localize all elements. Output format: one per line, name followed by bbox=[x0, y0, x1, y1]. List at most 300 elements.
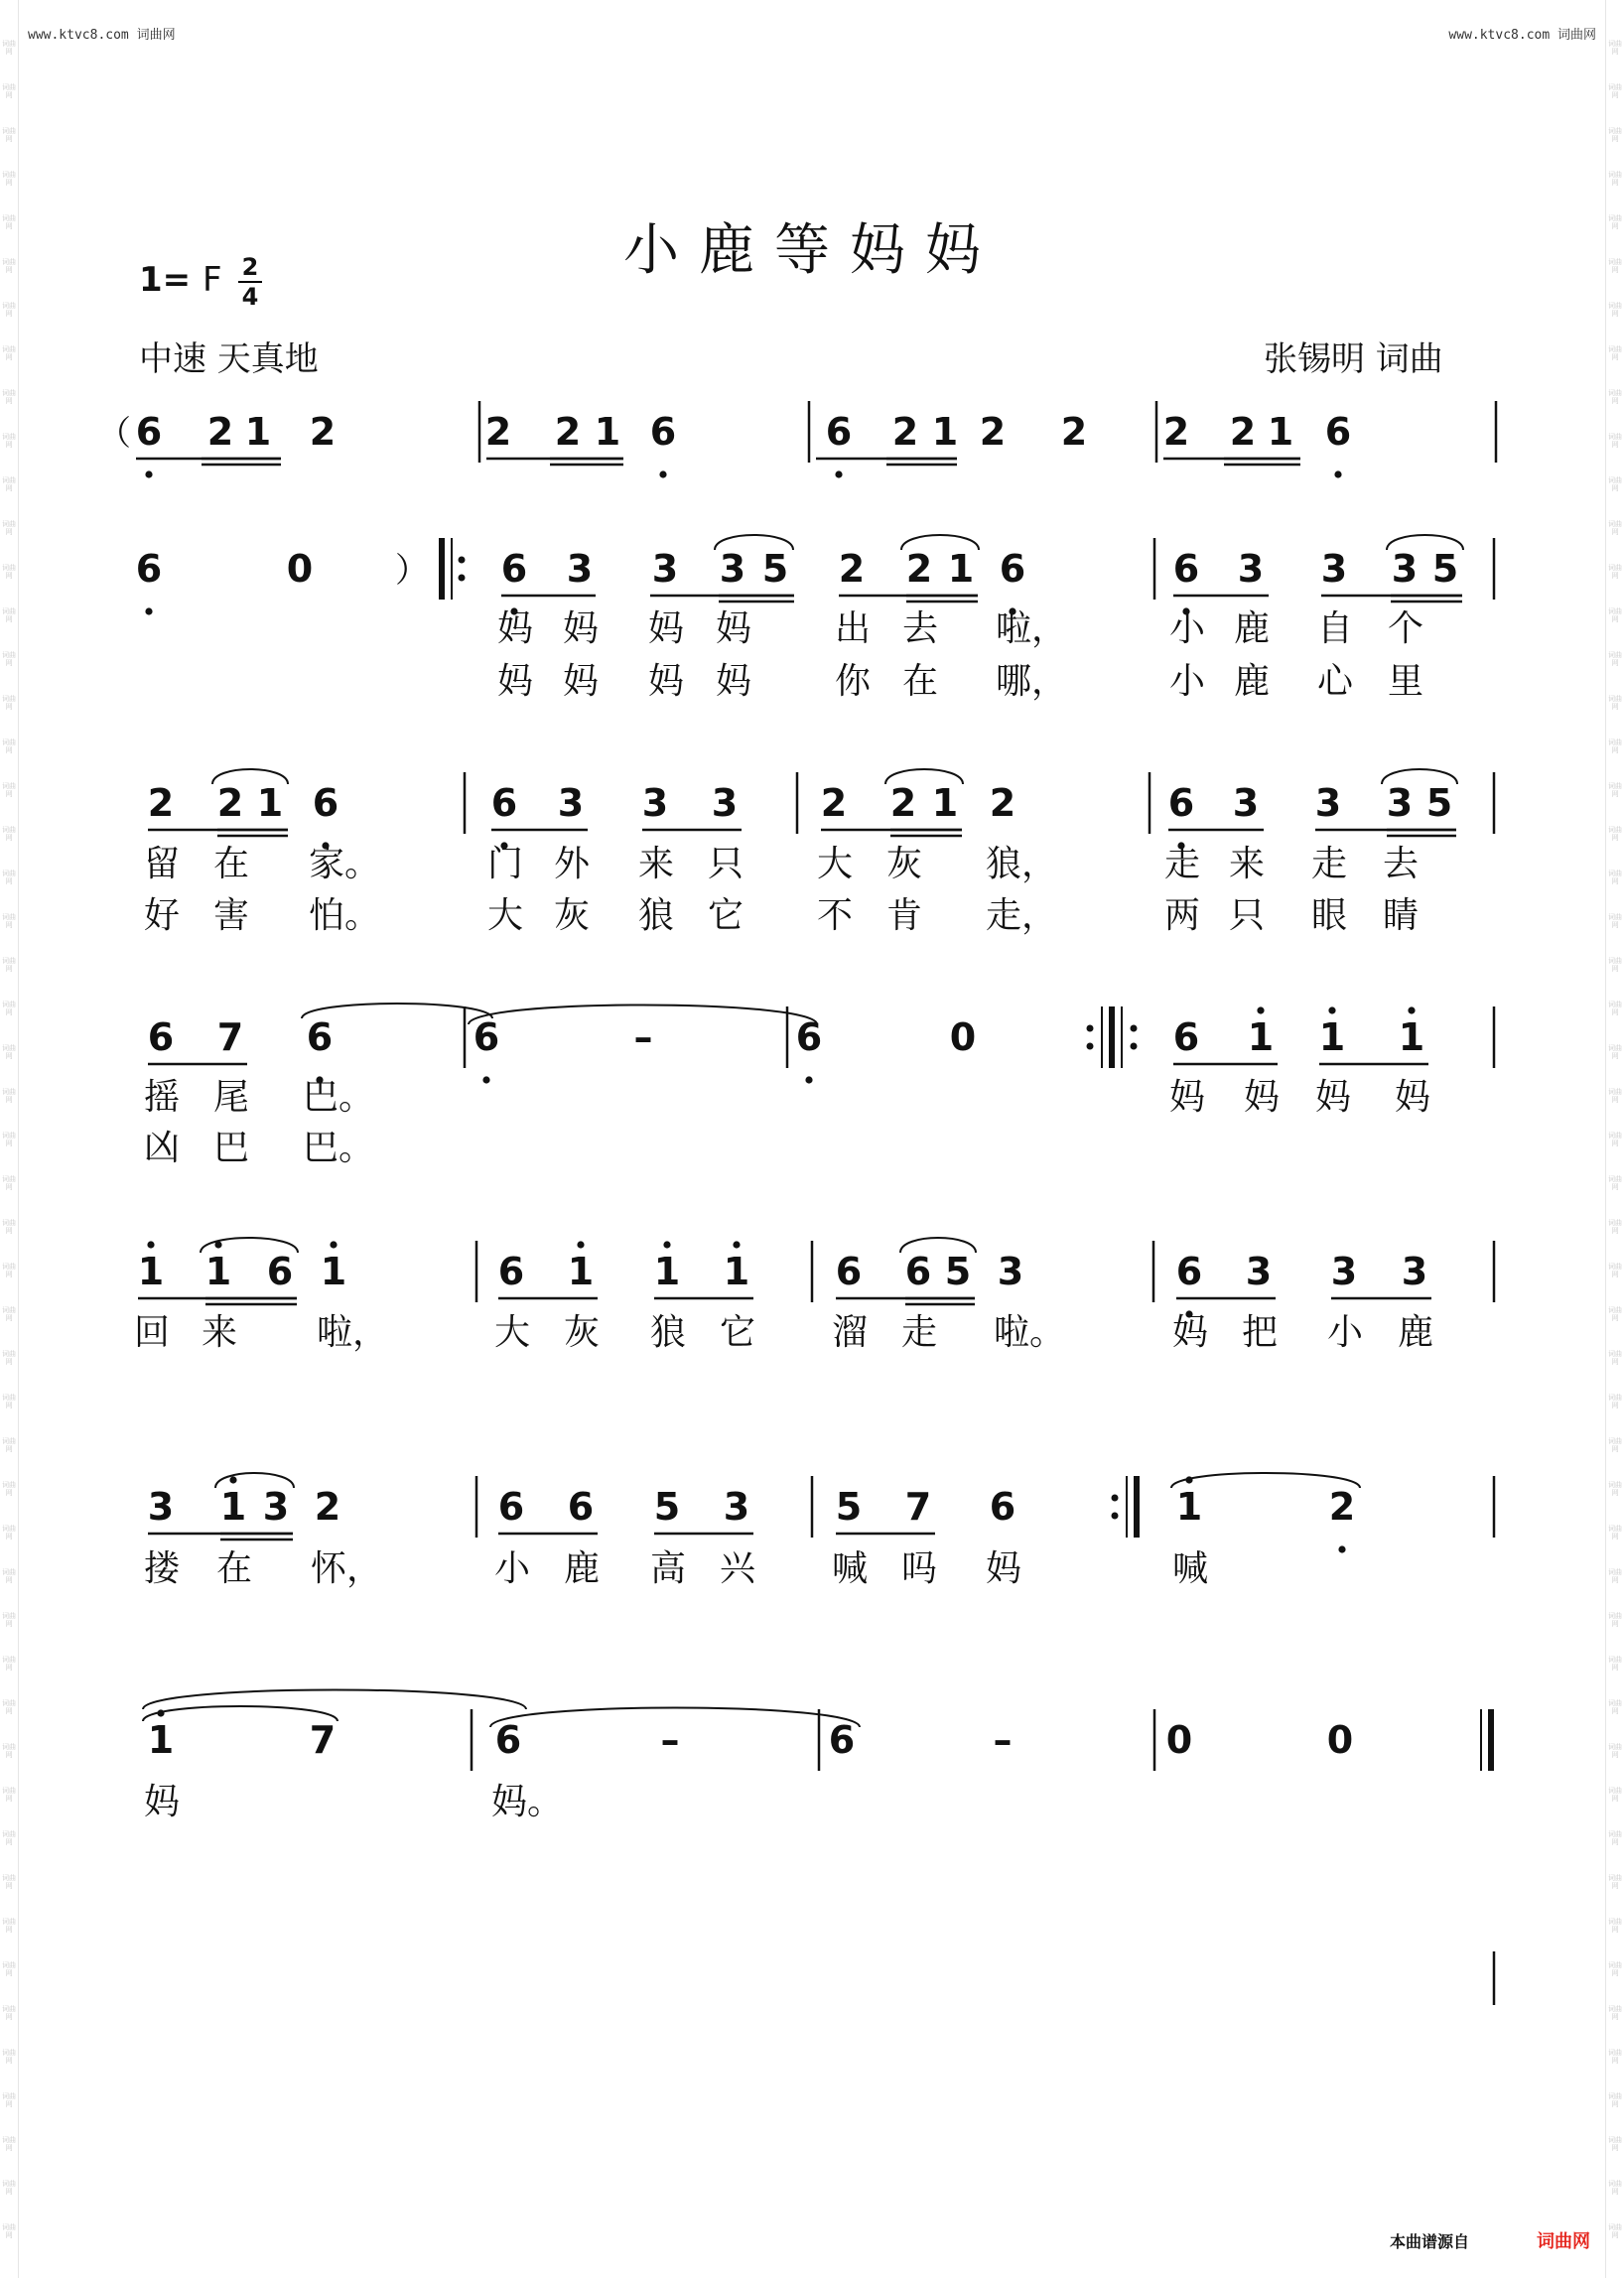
note: 3 bbox=[1232, 781, 1260, 825]
high-octave-dot bbox=[1328, 1006, 1335, 1013]
lyric-syllable: 狼 bbox=[638, 895, 675, 936]
side-watermark-text: 词曲网 bbox=[2, 127, 16, 143]
side-watermark-text: 词曲网 bbox=[2, 1175, 16, 1191]
lyric-syllable: 妈 bbox=[144, 1782, 181, 1822]
note: 5 bbox=[1431, 547, 1459, 591]
note: 6 bbox=[135, 547, 163, 591]
time-signature-top: 2 bbox=[241, 253, 259, 281]
note: – bbox=[633, 1015, 653, 1059]
note: 1 bbox=[1175, 1485, 1203, 1529]
side-watermark-text: 词曲网 bbox=[1608, 2049, 1622, 2065]
key-main: 1= bbox=[139, 260, 192, 300]
side-watermark-text: 词曲网 bbox=[2, 214, 16, 230]
note: 7 bbox=[216, 1015, 244, 1059]
side-watermark-text: 词曲网 bbox=[1608, 1699, 1622, 1715]
side-watermark-text: 词曲网 bbox=[1608, 1787, 1622, 1803]
lyric-syllable: 大 bbox=[494, 1312, 531, 1353]
repeat-dot bbox=[459, 557, 466, 564]
note: 6 bbox=[1167, 781, 1195, 825]
side-watermark-text: 词曲网 bbox=[2, 1961, 16, 1977]
lyric-syllable: 只 bbox=[1229, 895, 1266, 936]
note: 3 bbox=[651, 547, 679, 591]
side-watermark-text: 词曲网 bbox=[2, 258, 16, 274]
lyric-syllable: 来 bbox=[202, 1312, 238, 1353]
repeat-dot bbox=[1087, 1025, 1094, 1032]
side-watermark-text: 词曲网 bbox=[1608, 302, 1622, 318]
lyric-syllable: 把 bbox=[1242, 1312, 1279, 1353]
note: 1 bbox=[147, 1718, 175, 1762]
lyric-syllable: 凶 bbox=[144, 1128, 181, 1168]
side-watermark-text: 词曲网 bbox=[2, 433, 16, 449]
note: 2 bbox=[1162, 410, 1190, 454]
lyric-syllable: 睛 bbox=[1383, 895, 1420, 936]
side-watermark-text: 词曲网 bbox=[1608, 40, 1622, 56]
side-watermark-text: 词曲网 bbox=[2, 389, 16, 405]
note: 1 bbox=[244, 410, 272, 454]
low-octave-dot bbox=[145, 607, 152, 614]
lyric-syllable: 它 bbox=[720, 1312, 756, 1353]
side-watermark-text: 词曲网 bbox=[2, 1699, 16, 1715]
side-watermark-text: 词曲网 bbox=[2, 1394, 16, 1409]
side-watermark-text: 词曲网 bbox=[2, 1306, 16, 1322]
side-watermark-text: 词曲网 bbox=[2, 1787, 16, 1803]
side-watermark-text: 词曲网 bbox=[2, 1263, 16, 1278]
lyric-syllable: 留 bbox=[144, 844, 181, 884]
note: 2 bbox=[838, 547, 866, 591]
note: 1 bbox=[1247, 1015, 1275, 1059]
note: 6 bbox=[490, 781, 518, 825]
note: 2 bbox=[889, 781, 917, 825]
note: – bbox=[660, 1718, 680, 1762]
slur-tie bbox=[143, 1690, 526, 1710]
side-watermark-text: 词曲网 bbox=[1608, 1088, 1622, 1104]
note: 3 bbox=[1401, 1250, 1428, 1293]
side-watermark-text: 词曲网 bbox=[2, 695, 16, 711]
low-octave-dot bbox=[1338, 1545, 1345, 1552]
side-watermark-text: 词曲网 bbox=[2, 564, 16, 580]
lyric-syllable: 啦。 bbox=[994, 1312, 1066, 1353]
lyric-syllable: 狼 bbox=[650, 1312, 687, 1353]
low-octave-dot bbox=[805, 1076, 812, 1083]
note: 1 bbox=[723, 1250, 750, 1293]
note: 2 bbox=[1229, 410, 1257, 454]
lyric-syllable: 妈 bbox=[986, 1548, 1022, 1589]
note: 7 bbox=[309, 1718, 337, 1762]
note: 1 bbox=[219, 1485, 247, 1529]
side-watermark-text: 词曲网 bbox=[1608, 83, 1622, 99]
side-watermark-text: 词曲网 bbox=[1608, 1001, 1622, 1016]
song-title: 小鹿等妈妈 bbox=[623, 218, 1001, 283]
note: 6 bbox=[266, 1250, 294, 1293]
side-watermark-text: 词曲网 bbox=[1608, 913, 1622, 929]
side-watermark-text: 词曲网 bbox=[2, 1044, 16, 1060]
lyric-syllable: 啦， bbox=[317, 1312, 389, 1353]
tempo-marking: 中速 天真地 bbox=[139, 339, 319, 379]
lyric-syllable: 出 bbox=[835, 608, 872, 649]
high-octave-dot bbox=[1408, 1006, 1415, 1013]
note: 1 bbox=[567, 1250, 595, 1293]
side-watermark-text: 词曲网 bbox=[2, 782, 16, 798]
lyric-syllable: 它 bbox=[708, 895, 744, 936]
note: 6 bbox=[473, 1015, 500, 1059]
note: 3 bbox=[1320, 547, 1348, 591]
side-watermark-text: 词曲网 bbox=[2, 1001, 16, 1016]
footer-brand-logo: 词曲网 bbox=[1537, 2231, 1590, 2252]
side-watermark-text: 词曲网 bbox=[1608, 258, 1622, 274]
side-watermark-text: 词曲网 bbox=[1608, 1219, 1622, 1235]
side-watermark-text: 词曲网 bbox=[1608, 433, 1622, 449]
high-octave-dot bbox=[229, 1476, 236, 1483]
side-watermark-text: 词曲网 bbox=[2, 1918, 16, 1934]
side-watermark-text: 词曲网 bbox=[2, 1612, 16, 1628]
lyric-syllable: 搂 bbox=[144, 1548, 181, 1589]
note: 2 bbox=[147, 781, 175, 825]
side-watermark-text: 词曲网 bbox=[1608, 957, 1622, 973]
side-watermark-text: 词曲网 bbox=[2, 1350, 16, 1366]
time-signature-bottom: 4 bbox=[238, 281, 262, 311]
lyric-syllable: 妈 bbox=[716, 661, 752, 702]
note: 3 bbox=[719, 547, 746, 591]
side-watermark-text: 词曲网 bbox=[1608, 782, 1622, 798]
note: 1 bbox=[594, 410, 621, 454]
high-octave-dot bbox=[577, 1241, 584, 1248]
side-watermark-text: 词曲网 bbox=[1608, 1350, 1622, 1366]
side-watermark-text: 词曲网 bbox=[1608, 1961, 1622, 1977]
lyric-syllable: 不 bbox=[817, 895, 854, 936]
note: 3 bbox=[1391, 547, 1419, 591]
lyric-syllable: 溜 bbox=[832, 1312, 869, 1353]
note: 2 bbox=[1328, 1485, 1356, 1529]
note: 1 bbox=[1318, 1015, 1346, 1059]
lyric-syllable: 巴。 bbox=[303, 1128, 375, 1168]
high-octave-dot bbox=[147, 1241, 154, 1248]
lyric-syllable: 鹿 bbox=[564, 1548, 601, 1589]
note: 6 bbox=[500, 547, 528, 591]
lyric-syllable: 走， bbox=[986, 895, 1058, 936]
lyric-syllable: 大 bbox=[817, 844, 854, 884]
note: 3 bbox=[147, 1485, 175, 1529]
note: 1 bbox=[256, 781, 284, 825]
note: 6 bbox=[649, 410, 677, 454]
note: 3 bbox=[1386, 781, 1414, 825]
lyric-syllable: 眼 bbox=[1311, 895, 1348, 936]
lyric-syllable: 来 bbox=[1229, 844, 1266, 884]
lyric-syllable: 啦， bbox=[996, 608, 1068, 649]
note: 6 bbox=[497, 1250, 525, 1293]
side-watermark-text: 词曲网 bbox=[2, 476, 16, 492]
low-octave-dot bbox=[1334, 470, 1341, 477]
note: 6 bbox=[312, 781, 339, 825]
side-watermark-text: 词曲网 bbox=[2, 2049, 16, 2065]
note: 7 bbox=[904, 1485, 932, 1529]
lyric-syllable: 你 bbox=[835, 661, 872, 702]
lyric-syllable: 回 bbox=[134, 1312, 171, 1353]
note: 6 bbox=[904, 1250, 932, 1293]
note: 5 bbox=[835, 1485, 863, 1529]
note: 2 bbox=[989, 781, 1016, 825]
side-watermark-text: 词曲网 bbox=[1608, 389, 1622, 405]
note: 6 bbox=[1172, 547, 1200, 591]
note: 0 bbox=[1165, 1718, 1193, 1762]
lyric-syllable: 灰 bbox=[564, 1312, 601, 1353]
header-right-url: www.ktvc8.com 词曲网 bbox=[1448, 28, 1596, 43]
note: 2 bbox=[891, 410, 919, 454]
lyric-syllable: 门 bbox=[487, 844, 524, 884]
repeat-dot bbox=[1131, 1043, 1138, 1050]
lyric-syllable: 摇 bbox=[144, 1077, 181, 1118]
note: 1 bbox=[947, 547, 975, 591]
low-octave-dot bbox=[482, 1076, 489, 1083]
note: 5 bbox=[944, 1250, 972, 1293]
note: 2 bbox=[905, 547, 933, 591]
side-watermark-text: 词曲网 bbox=[1608, 2180, 1622, 2196]
note: 2 bbox=[820, 781, 848, 825]
side-watermark-text: 词曲网 bbox=[2, 2136, 16, 2152]
low-octave-dot bbox=[835, 470, 842, 477]
side-watermark-text: 词曲网 bbox=[1608, 2092, 1622, 2108]
lyric-syllable: 怕。 bbox=[309, 895, 381, 936]
side-watermark-text: 词曲网 bbox=[1608, 607, 1622, 623]
lyric-syllable: 去 bbox=[1383, 844, 1420, 884]
note: 6 bbox=[135, 410, 163, 454]
lyric-syllable: 喊 bbox=[1172, 1548, 1209, 1589]
side-watermark-text: 词曲网 bbox=[2, 40, 16, 56]
lyric-syllable: 家。 bbox=[309, 844, 381, 884]
note: 3 bbox=[1237, 547, 1265, 591]
low-octave-dot bbox=[145, 470, 152, 477]
note: 6 bbox=[825, 410, 853, 454]
side-watermark-text: 词曲网 bbox=[2, 870, 16, 885]
lyric-syllable: 妈 bbox=[497, 608, 534, 649]
lyric-syllable: 肯 bbox=[886, 895, 923, 936]
side-watermark-text: 词曲网 bbox=[2, 1219, 16, 1235]
lyric-syllable: 高 bbox=[650, 1548, 687, 1589]
repeat-dot bbox=[1131, 1025, 1138, 1032]
side-watermark-text: 词曲网 bbox=[2, 738, 16, 754]
note: 6 bbox=[795, 1015, 823, 1059]
side-watermark-text: 词曲网 bbox=[1608, 1044, 1622, 1060]
side-watermark-text: 词曲网 bbox=[1608, 1656, 1622, 1672]
side-watermark-text: 词曲网 bbox=[1608, 127, 1622, 143]
side-watermark-text: 词曲网 bbox=[2, 1437, 16, 1453]
side-watermark-text: 词曲网 bbox=[1608, 1830, 1622, 1846]
side-watermark-text: 词曲网 bbox=[1608, 1306, 1622, 1322]
side-watermark-text: 词曲网 bbox=[1608, 2005, 1622, 2021]
note: 3 bbox=[262, 1485, 290, 1529]
lyric-syllable: 妈 bbox=[716, 608, 752, 649]
side-watermark-text: 词曲网 bbox=[1608, 1525, 1622, 1541]
side-watermark-text: 词曲网 bbox=[2, 651, 16, 667]
lyric-syllable: 妈 bbox=[1395, 1077, 1431, 1118]
note: 2 bbox=[484, 410, 512, 454]
low-octave-dot bbox=[659, 470, 666, 477]
side-watermark-text: 词曲网 bbox=[1608, 1874, 1622, 1890]
lyric-syllable: 妈 bbox=[648, 608, 685, 649]
note: 6 bbox=[835, 1250, 863, 1293]
lyric-syllable: 哪， bbox=[996, 661, 1068, 702]
lyric-syllable: 妈 bbox=[1315, 1077, 1352, 1118]
side-watermark-text: 词曲网 bbox=[1608, 695, 1622, 711]
lyric-syllable: 小 bbox=[1169, 661, 1206, 702]
side-watermark-text: 词曲网 bbox=[1608, 1612, 1622, 1628]
note: 0 bbox=[1326, 1718, 1354, 1762]
lyric-syllable: 妈 bbox=[1244, 1077, 1281, 1118]
note: 1 bbox=[204, 1250, 232, 1293]
side-watermark-text: 词曲网 bbox=[1608, 1437, 1622, 1453]
lyric-syllable: 害 bbox=[213, 895, 250, 936]
side-watermark-text: 词曲网 bbox=[1608, 214, 1622, 230]
lyric-syllable: 鹿 bbox=[1398, 1312, 1434, 1353]
side-watermark-text: 词曲网 bbox=[1608, 2136, 1622, 2152]
side-watermark-text: 词曲网 bbox=[2, 171, 16, 187]
lyric-syllable: 狼， bbox=[986, 844, 1058, 884]
note: 1 bbox=[1398, 1015, 1425, 1059]
note: 5 bbox=[761, 547, 789, 591]
lyric-syllable: 走 bbox=[901, 1312, 938, 1353]
repeat-dot bbox=[1112, 1495, 1119, 1502]
note: 2 bbox=[309, 410, 337, 454]
note: 1 bbox=[653, 1250, 681, 1293]
side-watermark-text: 词曲网 bbox=[2, 1132, 16, 1147]
side-watermark-text: 词曲网 bbox=[1608, 870, 1622, 885]
lyric-syllable: 鹿 bbox=[1234, 608, 1271, 649]
note: 3 bbox=[1330, 1250, 1358, 1293]
lyric-syllable: 尾 bbox=[213, 1077, 250, 1118]
note: 2 bbox=[1060, 410, 1088, 454]
side-watermark-text: 词曲网 bbox=[2, 1568, 16, 1584]
lyric-syllable: 在 bbox=[216, 1548, 253, 1589]
side-watermark-text: 词曲网 bbox=[1608, 1918, 1622, 1934]
side-watermark-text: 词曲网 bbox=[1608, 1263, 1622, 1278]
note: 0 bbox=[286, 547, 314, 591]
lyric-syllable: 大 bbox=[487, 895, 524, 936]
repeat-dot bbox=[1112, 1513, 1119, 1520]
side-watermark-text: 词曲网 bbox=[1608, 564, 1622, 580]
lyric-syllable: 妈 bbox=[1169, 1077, 1206, 1118]
paren-mark: ） bbox=[395, 551, 429, 591]
lyric-syllable: 里 bbox=[1388, 661, 1424, 702]
note: 6 bbox=[497, 1485, 525, 1529]
lyric-syllable: 来 bbox=[638, 844, 675, 884]
lyric-syllable: 只 bbox=[708, 844, 744, 884]
high-octave-dot bbox=[330, 1241, 337, 1248]
side-watermark-text: 词曲网 bbox=[2, 2223, 16, 2239]
note: 1 bbox=[931, 781, 959, 825]
side-watermark-text: 词曲网 bbox=[2, 302, 16, 318]
note: 3 bbox=[557, 781, 585, 825]
side-watermark-text: 词曲网 bbox=[2, 1656, 16, 1672]
lyric-syllable: 走 bbox=[1164, 844, 1201, 884]
note: 3 bbox=[723, 1485, 750, 1529]
side-watermark-text: 词曲网 bbox=[2, 1830, 16, 1846]
lyric-syllable: 妈 bbox=[497, 661, 534, 702]
note: 6 bbox=[828, 1718, 856, 1762]
note: 3 bbox=[711, 781, 739, 825]
lyric-syllable: 妈 bbox=[1172, 1312, 1209, 1353]
lyric-syllable: 妈。 bbox=[491, 1782, 564, 1822]
note: 2 bbox=[979, 410, 1007, 454]
note: 1 bbox=[320, 1250, 347, 1293]
note: 6 bbox=[999, 547, 1026, 591]
side-watermark-text: 词曲网 bbox=[1608, 345, 1622, 361]
lyric-syllable: 鹿 bbox=[1234, 661, 1271, 702]
note: 3 bbox=[1245, 1250, 1273, 1293]
side-watermark-text: 词曲网 bbox=[2, 1743, 16, 1759]
note: 1 bbox=[1267, 410, 1294, 454]
lyric-syllable: 好 bbox=[144, 895, 181, 936]
side-watermark-text: 词曲网 bbox=[1608, 520, 1622, 536]
side-watermark-text: 词曲网 bbox=[2, 826, 16, 842]
key-note: F bbox=[203, 260, 222, 300]
side-watermark-text: 词曲网 bbox=[2, 913, 16, 929]
lyric-syllable: 巴 bbox=[213, 1128, 250, 1168]
note: 6 bbox=[1324, 410, 1352, 454]
note: 3 bbox=[641, 781, 669, 825]
repeat-dot bbox=[459, 575, 466, 582]
note: 3 bbox=[566, 547, 594, 591]
side-watermark-text: 词曲网 bbox=[1608, 476, 1622, 492]
side-watermark-text: 词曲网 bbox=[2, 2180, 16, 2196]
lyric-syllable: 灰 bbox=[554, 895, 591, 936]
header-left-url: www.ktvc8.com 词曲网 bbox=[28, 28, 176, 43]
note: 6 bbox=[567, 1485, 595, 1529]
lyric-syllable: 心 bbox=[1317, 661, 1354, 702]
side-watermark-text: 词曲网 bbox=[2, 2005, 16, 2021]
side-watermark-text: 词曲网 bbox=[2, 607, 16, 623]
lyric-syllable: 妈 bbox=[563, 661, 600, 702]
note: 5 bbox=[653, 1485, 681, 1529]
lyric-syllable: 兴 bbox=[720, 1548, 756, 1589]
note: 3 bbox=[997, 1250, 1024, 1293]
note: 2 bbox=[216, 781, 244, 825]
note: 6 bbox=[147, 1015, 175, 1059]
side-watermark-text: 词曲网 bbox=[2, 520, 16, 536]
lyric-syllable: 两 bbox=[1164, 895, 1201, 936]
repeat-dot bbox=[1087, 1043, 1094, 1050]
lyric-syllable: 妈 bbox=[648, 661, 685, 702]
lyric-syllable: 去 bbox=[902, 608, 939, 649]
side-watermark-text: 词曲网 bbox=[1608, 1481, 1622, 1497]
note: 6 bbox=[1175, 1250, 1203, 1293]
note: 5 bbox=[1425, 781, 1453, 825]
lyric-syllable: 小 bbox=[1327, 1312, 1364, 1353]
note: 1 bbox=[137, 1250, 165, 1293]
note: 6 bbox=[989, 1485, 1016, 1529]
note: 6 bbox=[306, 1015, 334, 1059]
paren-mark: （ bbox=[97, 414, 131, 454]
side-watermark-text: 词曲网 bbox=[1608, 738, 1622, 754]
note: 6 bbox=[1172, 1015, 1200, 1059]
lyric-syllable: 巴。 bbox=[303, 1077, 375, 1118]
lyric-syllable: 个 bbox=[1388, 608, 1424, 649]
side-watermark-text: 词曲网 bbox=[1608, 1743, 1622, 1759]
side-watermark-text: 词曲网 bbox=[2, 2092, 16, 2108]
high-octave-dot bbox=[1257, 1006, 1264, 1013]
note: 2 bbox=[206, 410, 234, 454]
lyric-syllable: 妈 bbox=[563, 608, 600, 649]
lyric-syllable: 外 bbox=[554, 844, 591, 884]
lyric-syllable: 在 bbox=[213, 844, 250, 884]
lyric-syllable: 小 bbox=[1169, 608, 1206, 649]
note: 2 bbox=[314, 1485, 341, 1529]
high-octave-dot bbox=[733, 1241, 740, 1248]
note: 3 bbox=[1314, 781, 1342, 825]
lyric-syllable: 灰 bbox=[886, 844, 923, 884]
side-watermark-text: 词曲网 bbox=[2, 345, 16, 361]
side-watermark-text: 词曲网 bbox=[2, 957, 16, 973]
lyric-syllable: 怀， bbox=[311, 1548, 383, 1589]
note: 1 bbox=[931, 410, 959, 454]
